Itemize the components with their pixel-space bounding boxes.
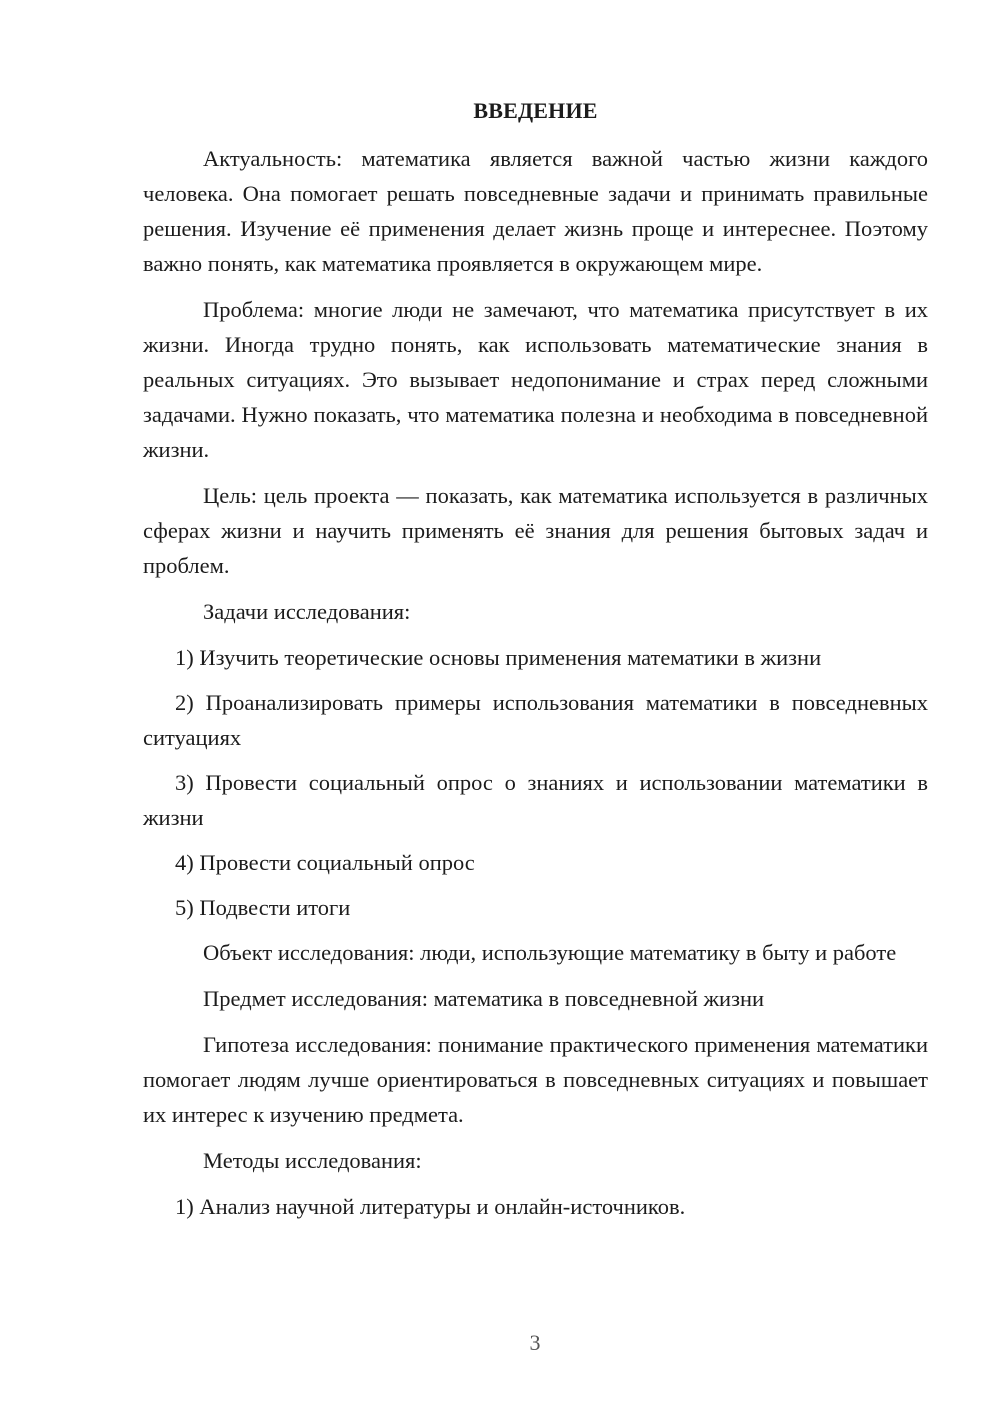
task-item: 3) Провести социальный опрос о знаниях и использовании математики в жизни (143, 770, 928, 830)
methods-heading: Методы исследования: (203, 1148, 422, 1173)
section-title: ВВЕДЕНИЕ (473, 98, 598, 123)
goal-paragraph: Цель: цель проекта — показать, как математика используется в различных сферах жизни и научить применять её знания для решения бытовых задач и проблем. (143, 483, 928, 578)
task-item: 4) Провести социальный опрос (175, 850, 475, 875)
page-number: 3 (529, 1330, 541, 1355)
document-page (143, 94, 928, 1234)
relevance-paragraph: Актуальность: математика является важной частью жизни каждого человека. Она помогает решать повседневные задачи и принимать правильные решения. Изучение её применения делает жизнь проще и интереснее. Поэтому важно понять, как математика проявляется в окружающем мире. (143, 146, 928, 276)
hypothesis-paragraph: Гипотеза исследования: понимание практического применения математики помогает людям лучше ориентироваться в повседневных ситуациях и повышает их интерес к изучению предмета. (143, 1032, 928, 1127)
task-item: 5) Подвести итоги (175, 895, 351, 920)
tasks-heading: Задачи исследования: (203, 599, 411, 624)
task-item: 1) Изучить теоретические основы применения математики в жизни (175, 645, 822, 670)
subject-paragraph: Предмет исследования: математика в повседневной жизни (203, 986, 765, 1011)
method-item: 1) Анализ научной литературы и онлайн-источников. (175, 1194, 686, 1219)
object-paragraph: Объект исследования: люди, использующие математику в быту и работе (203, 940, 897, 965)
problem-paragraph: Проблема: многие люди не замечают, что математика присутствует в их жизни. Иногда трудно понять, как использовать математические знания в реальных ситуациях. Это вызывает недопонимание и страх перед сложными задачами. Нужно показать, что математика полезна и необходима в повседневной жизни. (143, 297, 928, 462)
task-item: 2) Проанализировать примеры использования математики в повседневных ситуациях (143, 690, 928, 750)
